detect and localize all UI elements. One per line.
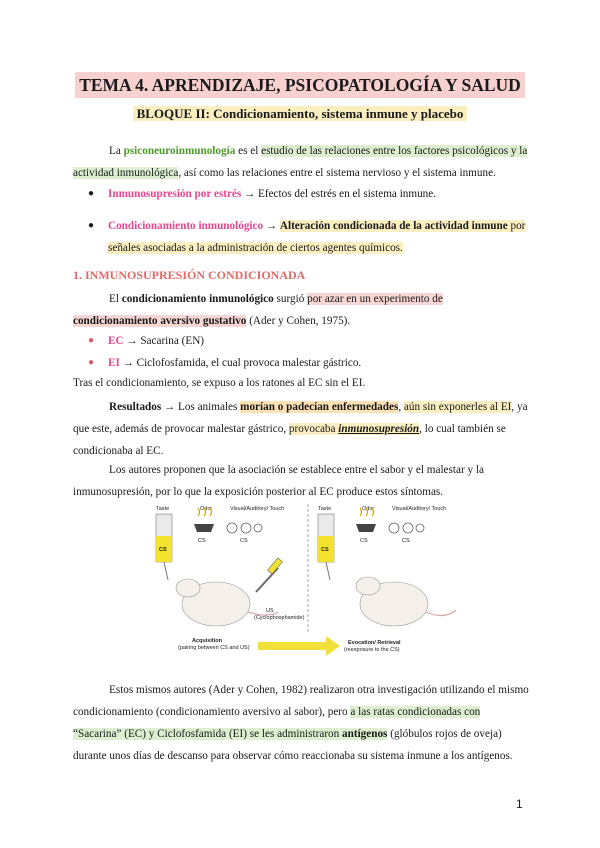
section-heading: 1. INMUNOSUPRESIÓN CONDICIONADA: [73, 268, 306, 282]
bullet-list: [88, 183, 528, 259]
fig-label-visual: Visual/Auditory/ Touch: [230, 506, 285, 512]
paragraph-second-study: [73, 679, 529, 767]
bullet-arrow: →: [119, 357, 137, 369]
bottle-spout: [164, 562, 168, 580]
bullet-text: por señales asociadas a la administración de ciertos agentes químicos.: [108, 220, 526, 254]
intro-term: psiconeuroinmunología: [123, 145, 236, 157]
p5-d: (glóbulos rojos de oveja) durante unos días de descanso para observar cómo reaccionaba su sistema inmune a los antígenos.: [73, 728, 513, 762]
speaker-right-icon: [403, 523, 413, 533]
bullet-dot-icon: ●: [88, 335, 95, 346]
speaker-icon: [241, 523, 251, 533]
cs-odor-tag: CS: [198, 538, 206, 544]
us-sub: (Cyclophosphamide): [254, 615, 305, 621]
results-arrow: →: [161, 401, 178, 413]
intro-lead: La: [109, 145, 124, 157]
bullet-dot-icon: ●: [88, 220, 95, 231]
p1-a: El: [109, 293, 122, 305]
bullet-arrow: →: [123, 335, 141, 347]
paragraph-association: [73, 459, 529, 503]
bullet-dot-icon: ●: [88, 188, 95, 199]
bulb-icon: [227, 523, 237, 533]
results-term: inmunosupresión: [338, 423, 420, 435]
rat-left-head: [176, 579, 200, 597]
p4-text: Los autores proponen que la asociación se establece entre el sabor y el malestar y la inmunosupresión, por lo que la exposición posterior al EC produce estos síntomas.: [73, 464, 484, 498]
results-e: , ya que este, además de provocar malestar gástrico,: [73, 401, 528, 435]
sub-bullet-list: [88, 330, 528, 374]
syringe-icon: [256, 568, 278, 592]
results-f: provocaba: [288, 423, 339, 435]
bottle-right-spout: [326, 562, 330, 580]
subtitle-text: BLOQUE II: Condicionamiento, sistema inmune y placebo: [133, 106, 468, 121]
evocation-sub: (reexposure to the CS): [344, 647, 400, 653]
rat-right-head: [356, 577, 380, 595]
page-subtitle: [120, 104, 480, 124]
bullet-term: EC: [108, 335, 124, 347]
intro-mid: es el: [235, 145, 262, 157]
conditioning-diagram: [148, 500, 470, 664]
intro-highlight: estudio de las relaciones entre los factores psicológicos y la actividad inmunológica: [73, 145, 528, 179]
bullet-item: [88, 352, 528, 374]
acquisition-label: Acquisition: [192, 638, 222, 644]
bullet-text: Ciclofosfamida, el cual provoca malestar gástrico.: [136, 357, 362, 369]
p2-text: Tras el condicionamiento, se expuso a los ratones al EC sin el EI.: [73, 377, 366, 389]
bullet-text: Efectos del estrés en el sistema inmune.: [258, 188, 437, 200]
bullet-term: Condicionamiento inmunológico: [108, 220, 264, 232]
results-h: , lo cual también se condicionaba al EC.: [73, 423, 506, 457]
fig-label-odor: Odor: [200, 506, 213, 512]
p5-highlight: a las ratas condicionadas con “Sacarina” (EC) y Ciclofosfamida (EI) se les administraron: [73, 706, 481, 740]
fig-label-taste: Taste: [156, 506, 170, 512]
arrow-icon: [258, 636, 340, 656]
paragraph-exposure: [73, 372, 529, 394]
evocation-label: Evocation/ Retrieval: [348, 640, 401, 646]
bullet-text: Sacarina (EN): [140, 335, 205, 347]
bulb-right-icon: [389, 523, 399, 533]
conditioning-figure: [148, 500, 470, 664]
touch-icon: [254, 524, 262, 532]
cs-odor-right-tag: CS: [360, 538, 368, 544]
cs-tag: CS: [159, 547, 167, 553]
intro-tail: , así como las relaciones entre el sistema nervioso y el sistema inmune.: [178, 167, 496, 179]
us-tag: US: [266, 608, 274, 614]
p1-citation: (Ader y Cohen, 1975).: [246, 315, 351, 327]
fig-label-odor-right: Odor: [362, 506, 375, 512]
bullet-arrow: →: [241, 188, 259, 200]
results-label: Resultados: [109, 401, 162, 413]
bullet-term: Inmunosupresión por estrés: [108, 188, 242, 200]
fig-label-taste-right: Taste: [318, 506, 332, 512]
bullet-arrow: →: [263, 220, 280, 232]
rat-right-tail: [426, 610, 456, 616]
bullet-highlight: Alteración condicionada de la actividad inmune: [279, 220, 508, 232]
p1-term: condicionamiento inmunológico: [121, 293, 274, 305]
results-highlight-1: morían o padecían enfermedades: [240, 401, 399, 413]
results-c: ,: [398, 401, 404, 413]
results-a: Los animales: [178, 401, 241, 413]
p5-term: antígenos: [342, 728, 388, 740]
odor-dish-icon: [194, 524, 214, 532]
paragraph-origin: [73, 288, 529, 332]
bullet-dot-icon: ●: [88, 357, 95, 368]
bullet-item: [88, 330, 528, 352]
acquisition-sub: (pairing between CS and US): [178, 645, 250, 651]
bullet-item: [88, 183, 528, 205]
results-highlight-2: aún sin exponerles al EI: [403, 401, 512, 413]
p1-term-2: condicionamiento aversivo gustativo: [73, 315, 247, 327]
p1-c: surgió: [273, 293, 308, 305]
cs-visual-tag: CS: [240, 538, 248, 544]
fig-label-visual-right: Visual/Auditory/ Touch: [392, 506, 447, 512]
p5-a: Estos mismos autores (Ader y Cohen, 1982) realizaron otra investigación utilizando el mismo condicionamiento (condicionamiento aversivo al sabor), pero: [73, 684, 529, 718]
touch-right-icon: [416, 524, 424, 532]
page-title: TEMA 4. APRENDIZAJE, PSICOPATOLOGÍA Y SALUD: [75, 72, 525, 98]
cs-right-tag: CS: [321, 547, 329, 553]
page-number: 1: [516, 797, 523, 811]
paragraph-results: [73, 396, 529, 462]
cs-visual-right-tag: CS: [402, 538, 410, 544]
bullet-item: [88, 215, 528, 259]
bullet-term: EI: [108, 357, 120, 369]
p1-highlight: por azar en un experimento de: [307, 293, 443, 305]
odor-dish-right-icon: [356, 524, 376, 532]
intro-paragraph: [73, 140, 529, 184]
